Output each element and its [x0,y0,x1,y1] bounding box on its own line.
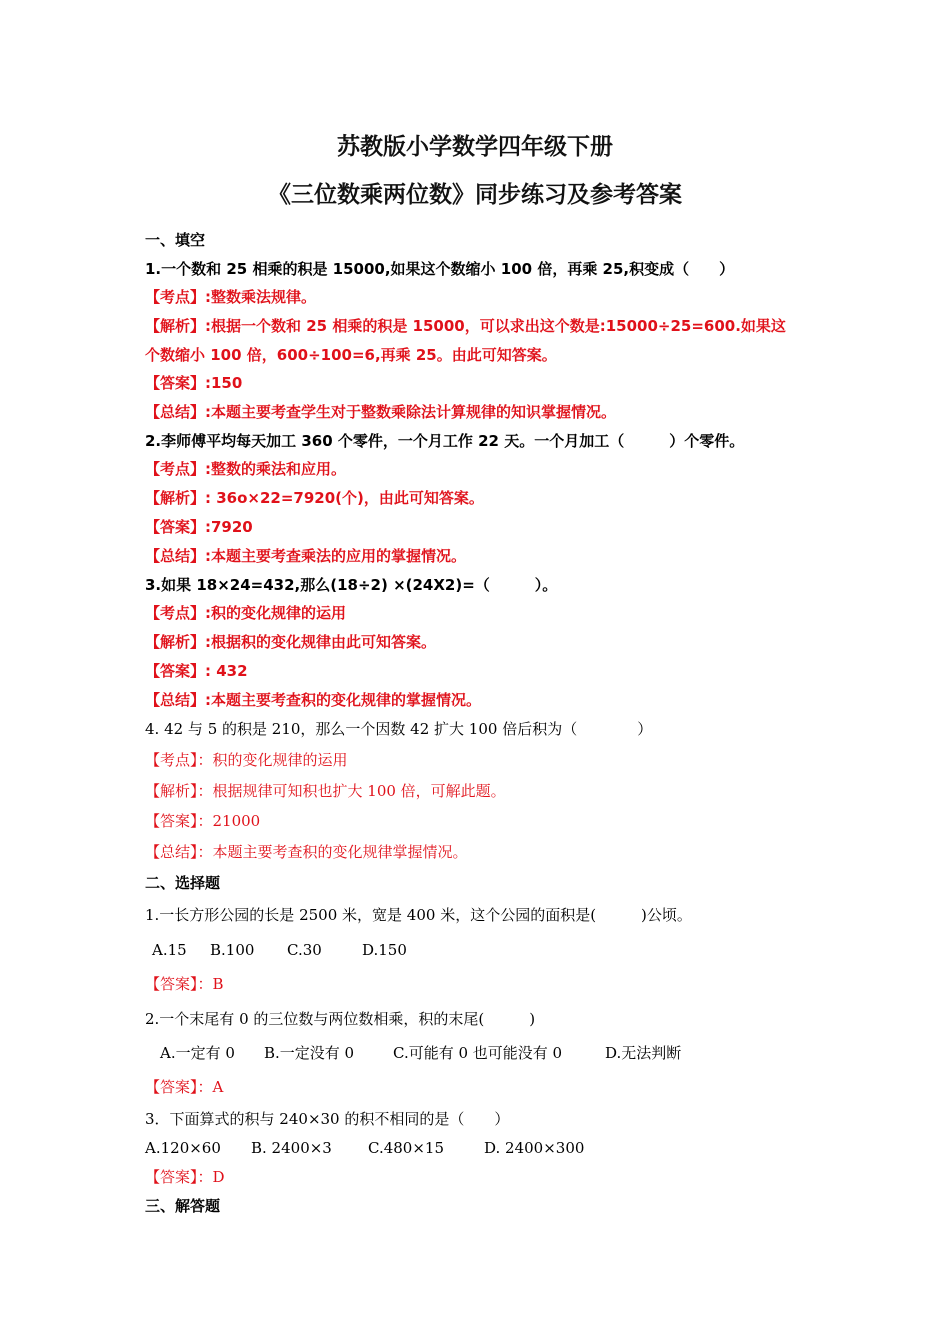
s1-q1-jiexi-line2: 个数缩小 100 倍，600÷100=6,再乘 25。由此可知答案。 [145,346,557,364]
s2-q1-answer: 【答案】：B [145,975,224,993]
s1-q4-summary: 【总结】：本题主要考查积的变化规律掌握情况。 [145,843,468,861]
s1-q3-answer: 【答案】: 432 [145,662,248,680]
s2-q1-question: 1.一长方形公园的长是 2500 米，宽是 400 米，这个公园的面积是( )公顷。 [145,906,692,924]
s1-q3-summary: 【总结】:本题主要考查积的变化规律的掌握情况。 [145,691,482,709]
s2-q2-option-c[interactable]: C.可能有 0 也可能没有 0 [393,1044,563,1062]
s1-q4-answer: 【答案】：21000 [145,812,261,830]
document-title-line2: 《三位数乘两位数》同步练习及参考答案 [268,182,682,208]
section3-heading: 三、解答题 [145,1197,221,1215]
s1-q1-answer: 【答案】:150 [145,374,243,392]
s1-q2-summary: 【总结】:本题主要考查乘法的应用的掌握情况。 [145,547,467,565]
s1-q3-jiexi: 【解析】:根据积的变化规律由此可知答案。 [145,633,437,651]
s1-q1-kaodian: 【考点】:整数乘法规律。 [145,288,316,306]
section2-heading: 二、选择题 [145,874,221,892]
s2-q3-option-a[interactable]: A.120×60 [145,1139,221,1157]
s2-q3-question: 3．下面算式的积与 240×30 的积不相同的是（ ） [145,1110,510,1128]
s1-q1-jiexi-line1: 【解析】:根据一个数和 25 相乘的积是 15000，可以求出这个数是:15000÷25=600.如果这 [145,317,786,335]
s1-q3-question: 3.如果 18×24=432,那么(18÷2) ×(24X2)=（ ）。 [145,576,558,594]
s1-q4-jiexi: 【解析】：根据规律可知积也扩大 100 倍，可解此题。 [145,782,506,800]
s2-q2-option-b[interactable]: B.一定没有 0 [264,1044,355,1062]
s2-q3-option-b[interactable]: B. 2400×3 [251,1139,332,1157]
s2-q1-option-a[interactable]: A.15 [152,941,187,959]
s2-q3-options [145,1138,584,1158]
s2-q1-option-d[interactable]: D.150 [362,941,407,959]
s1-q4-question: 4. 42 与 5 的积是 210，那么一个因数 42 扩大 100 倍后积为（ ） [145,720,653,738]
s2-q3-option-c[interactable]: C.480×15 [368,1139,444,1157]
s1-q2-jiexi: 【解析】: 36o×22=7920(个)，由此可知答案。 [145,489,484,507]
s1-q3-kaodian: 【考点】:积的变化规律的运用 [145,604,346,622]
s2-q2-option-d[interactable]: D.无法判断 [605,1044,682,1062]
s1-q2-question: 2.李师傅平均每天加工 360 个零件，一个月工作 22 天。一个月加工（ ）个零件。 [145,432,745,450]
document-title-line1: 苏教版小学数学四年级下册 [337,134,613,160]
s2-q1-option-b[interactable]: B.100 [210,941,255,959]
s2-q2-question: 2.一个末尾有 0 的三位数与两位数相乘，积的末尾( ) [145,1010,536,1028]
s2-q2-option-a[interactable]: A.一定有 0 [160,1044,235,1062]
s2-q1-option-c[interactable]: C.30 [287,941,322,959]
s2-q3-option-d[interactable]: D. 2400×300 [484,1139,585,1157]
s2-q1-options [152,940,407,960]
s2-q2-answer: 【答案】：A [145,1078,224,1096]
s1-q2-answer: 【答案】:7920 [145,518,253,536]
s2-q3-answer: 【答案】：D [145,1168,225,1186]
section1-heading: 一、填空 [145,231,206,249]
s1-q2-kaodian: 【考点】:整数的乘法和应用。 [145,460,346,478]
s2-q2-options [160,1043,681,1063]
s1-q4-kaodian: 【考点】：积的变化规律的运用 [145,751,348,769]
s1-q1-question: 1.一个数和 25 相乘的积是 15000,如果这个数缩小 100 倍，再乘 25,积变成（ ） [145,260,735,278]
s1-q1-summary: 【总结】:本题主要考查学生对于整数乘除法计算规律的知识掌握情况。 [145,403,617,421]
